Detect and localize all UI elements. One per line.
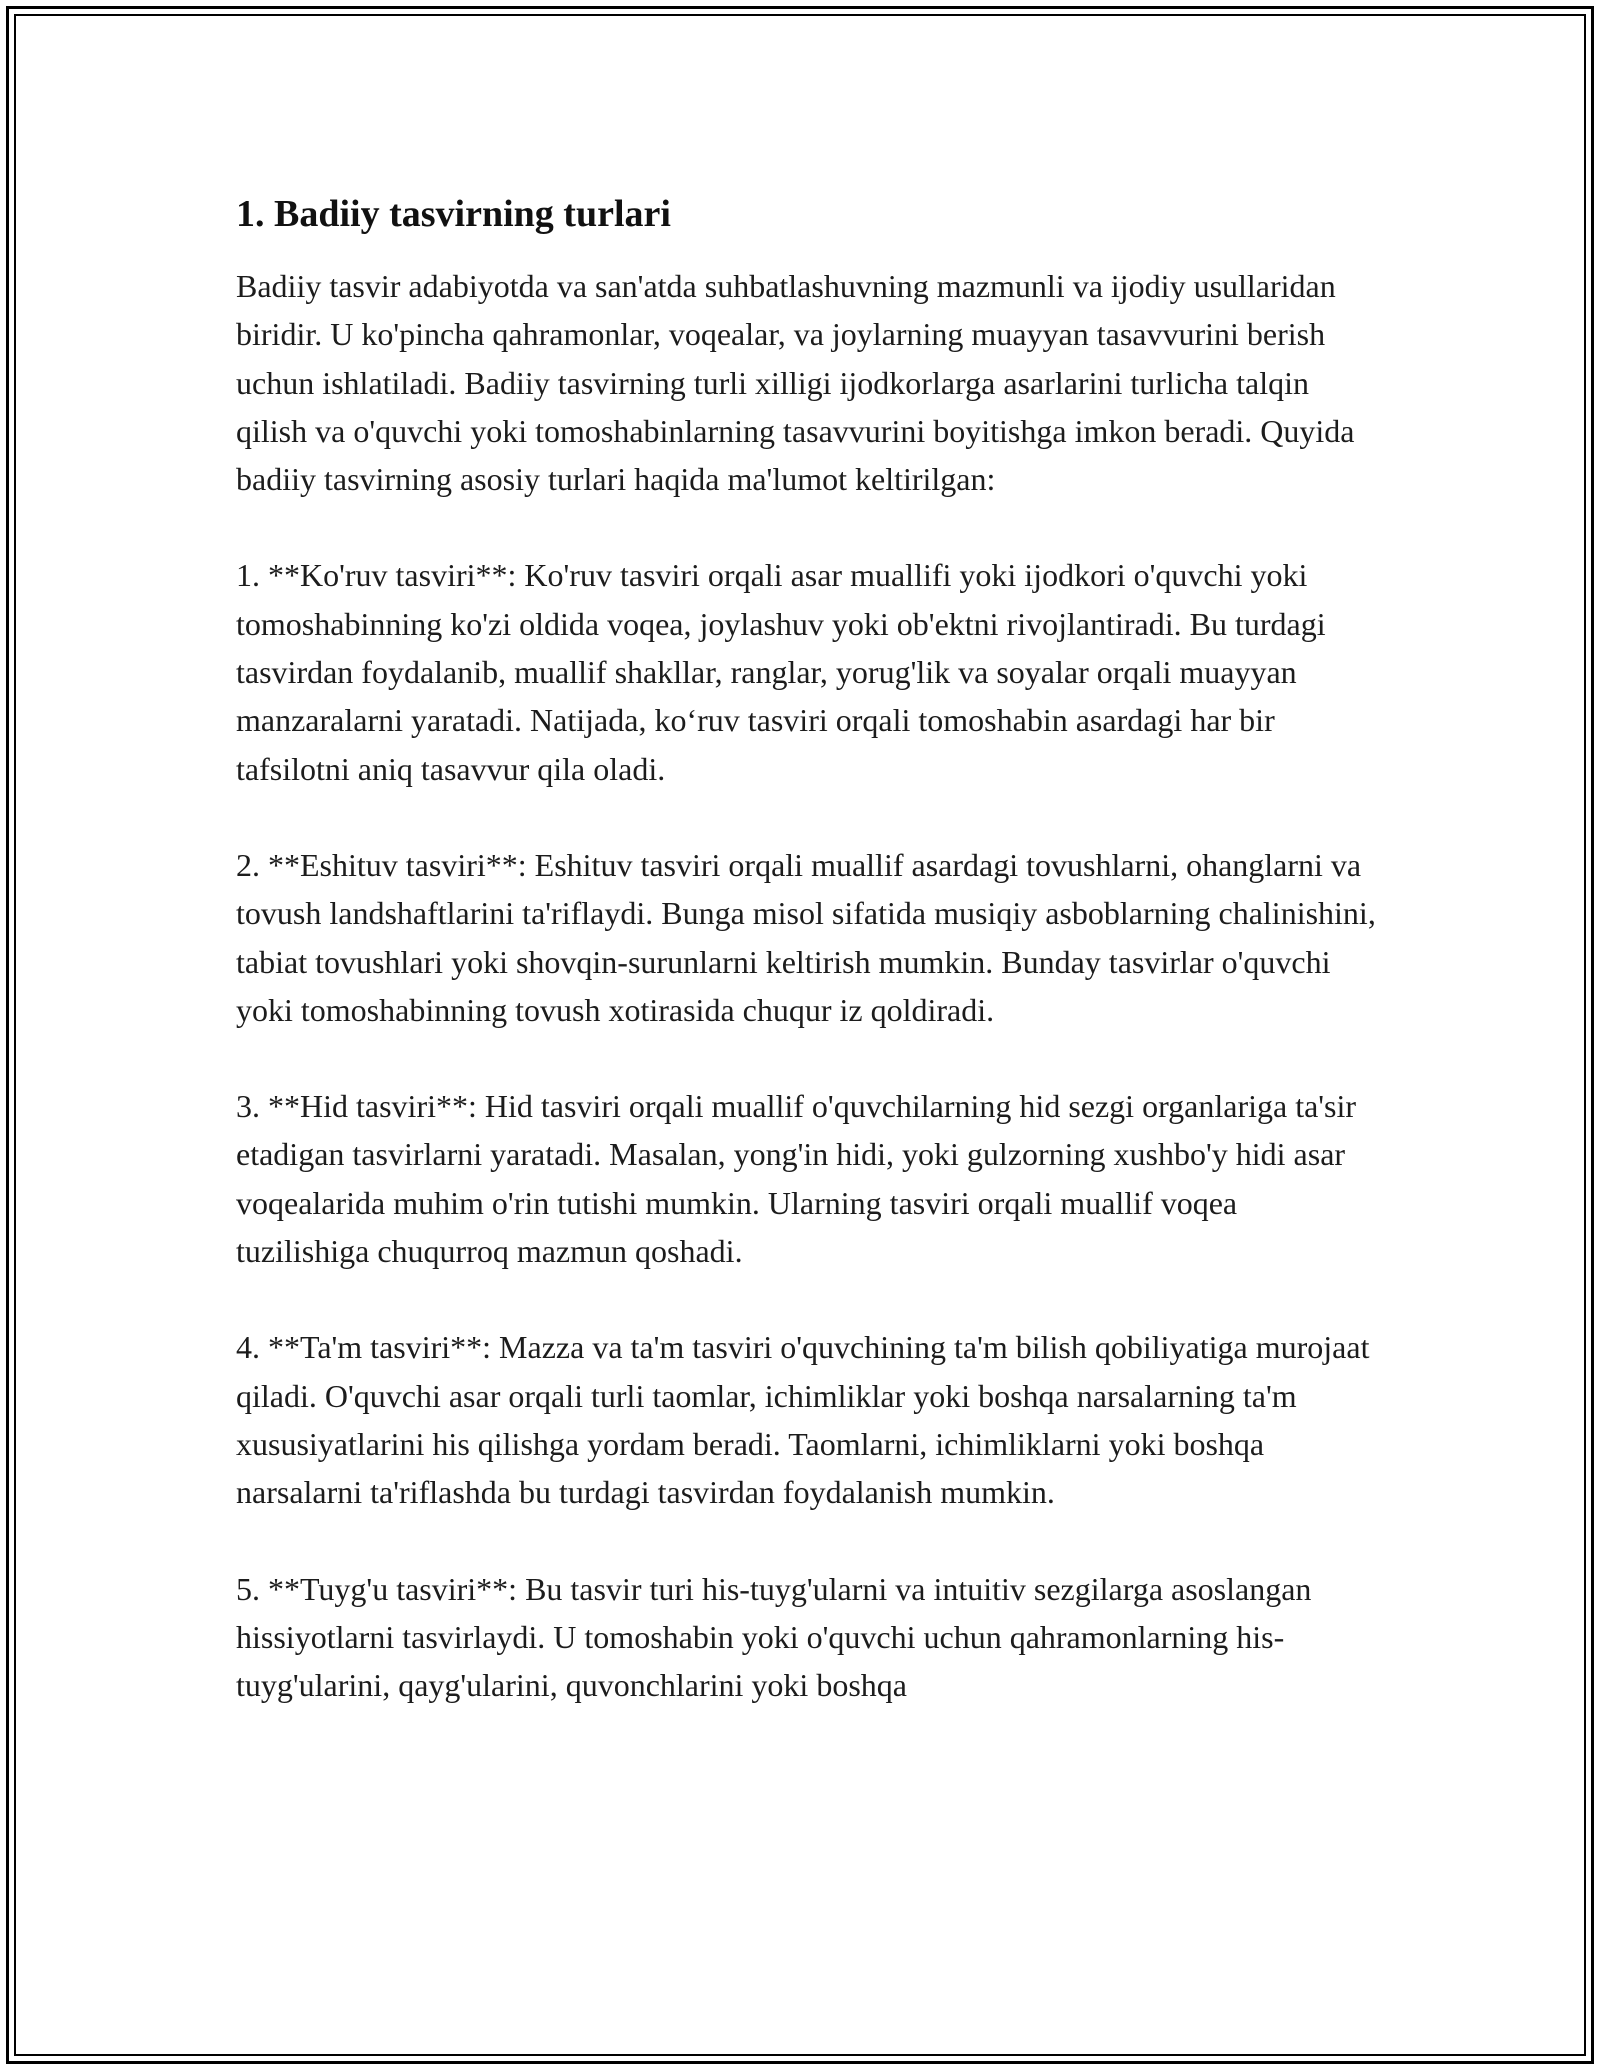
paragraph-visual-imagery: 1. **Ko'ruv tasviri**: Ko'ruv tasviri orqali asar muallifi yoki ijodkori o'quvchi yoki tomoshabinning ko'zi oldida voqea, joylashuv yoki ob'ektni rivojlantiradi. Bu turdagi tasvirdan foydalanib, muallif shakllar, ranglar, yorug'lik va soyalar orqali muayyan manzaralarni yaratadi. Natijada, ko‘ruv tasviri orqali tomoshabin asardagi har bir tafsilotni aniq tasavvur qila oladi. (236, 557, 1326, 787)
document-body (236, 186, 1376, 1709)
paragraph-olfactory-imagery: 3. **Hid tasviri**: Hid tasviri orqali muallif o'quvchilarning hid sezgi organlariga ta'sir etadigan tasvirlarni yaratadi. Masalan, yong'in hidi, yoki gulzorning xushbo'y hidi asar voqealarida muhim o'rin tutishi mumkin. Ularning tasviri orqali muallif voqea tuzilishiga chuqurroq mazmun qoshadi. (236, 1088, 1357, 1270)
intro-paragraph: Badiiy tasvir adabiyotda va san'atda suhbatlashuvning mazmunli va ijodiy usullaridan biridir. U ko'pincha qahramonlar, voqealar, va joylarning muayyan tasavvurini berish uchun ishlatiladi. Badiiy tasvirning turli xilligi ijodkorlarga asarlarini turlicha talqin qilish va o'quvchi yoki tomoshabinlarning tasavvurini boyitishga imkon beradi. Quyida badiiy tasvirning asosiy turlari haqida ma'lumot keltirilgan: (236, 268, 1355, 498)
paragraph-gustatory-imagery: 4. **Ta'm tasviri**: Mazza va ta'm tasviri o'quvchining ta'm bilish qobiliyatiga murojaat qiladi. O'quvchi asar orqali turli taomlar, ichimliklar yoki boshqa narsalarning ta'm xususiyatlarini his qilishga yordam beradi. Taomlarni, ichimliklarni yoki boshqa narsalarni ta'riflashda bu turdagi tasvirdan foydalanish mumkin. (236, 1329, 1370, 1511)
paragraph-auditory-imagery: 2. **Eshituv tasviri**: Eshituv tasviri orqali muallif asardagi tovushlarni, ohanglarni va tovush landshaftlarini ta'riflaydi. Bunga misol sifatida musiqiy asboblarning chalinishini, tabiat tovushlari yoki shovqin-surunlarni keltirish mumkin. Bunday tasvirlar o'quvchi yoki tomoshabinning tovush xotirasida chuqur iz qoldiradi. (236, 846, 1376, 1028)
paragraph-emotional-imagery: 5. **Tuyg'u tasviri**: Bu tasvir turi his-tuyg'ularni va intuitiv sezgilarga asoslangan hissiyotlarni tasvirlaydi. U tomoshabin yoki o'quvchi uchun qahramonlarning his-tuyg'ularini, qayg'ularini, quvonchlarini yoki boshqa (236, 1570, 1312, 1704)
section-heading: 1. Badiiy tasvirning turlari (236, 193, 671, 235)
